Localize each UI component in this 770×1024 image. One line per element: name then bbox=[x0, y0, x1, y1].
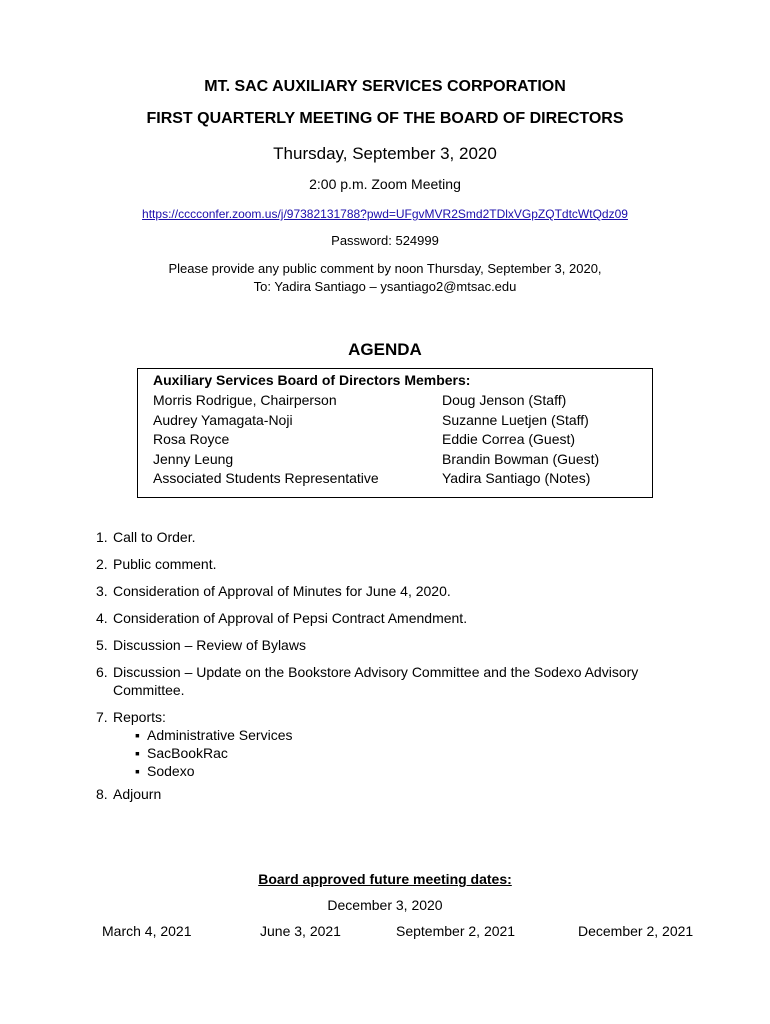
report-label: Administrative Services bbox=[147, 727, 293, 743]
report-label: Sodexo bbox=[147, 763, 195, 779]
agenda-item bbox=[96, 555, 736, 573]
agenda-item-number: 5. bbox=[96, 637, 108, 653]
org-title: MT. SAC AUXILIARY SERVICES CORPORATION bbox=[204, 78, 566, 95]
agenda-item-text: Adjourn bbox=[113, 786, 162, 802]
bullet-icon: ▪ bbox=[135, 727, 140, 743]
agenda-list bbox=[96, 528, 736, 812]
agenda-item-text: Reports: bbox=[113, 709, 166, 725]
member-name: Rosa Royce bbox=[153, 431, 230, 447]
members-right-column bbox=[442, 391, 599, 489]
member-name: Eddie Correa (Guest) bbox=[442, 431, 576, 447]
agenda-item-text: Public comment. bbox=[113, 556, 217, 572]
member-name: Brandin Bowman (Guest) bbox=[442, 450, 600, 467]
future-date: December 2, 2021 bbox=[578, 923, 694, 939]
bullet-icon: ▪ bbox=[135, 763, 140, 779]
future-dates-title: Board approved future meeting dates: bbox=[258, 871, 512, 887]
member-name: Doug Jenson (Staff) bbox=[442, 392, 567, 408]
bullet-icon: ▪ bbox=[135, 745, 140, 761]
agenda-item bbox=[96, 785, 736, 803]
agenda-item-text: Call to Order. bbox=[113, 529, 196, 545]
agenda-item bbox=[96, 528, 736, 546]
report-label: SacBookRac bbox=[147, 745, 228, 761]
member-name: Yadira Santiago (Notes) bbox=[442, 470, 591, 486]
public-comment-line-2: To: Yadira Santiago – ysantiago2@mtsac.edu bbox=[253, 279, 517, 294]
meeting-title: FIRST QUARTERLY MEETING OF THE BOARD OF DIRECTORS bbox=[146, 110, 624, 127]
agenda-item-number: 8. bbox=[96, 786, 108, 802]
future-date: March 4, 2021 bbox=[102, 923, 192, 939]
report-item bbox=[113, 726, 736, 744]
meeting-password: Password: 524999 bbox=[331, 233, 439, 248]
zoom-link[interactable]: https://cccconfer.zoom.us/j/97382131788?pwd=UFgvMVR2Smd2TDlxVGpZQTdtcWtQdz09 bbox=[142, 207, 628, 221]
member-name: Jenny Leung bbox=[153, 450, 234, 467]
agenda-item-number: 2. bbox=[96, 556, 108, 572]
report-item bbox=[113, 762, 736, 780]
members-box bbox=[137, 368, 653, 498]
member-name: Suzanne Luetjen (Staff) bbox=[442, 411, 589, 428]
report-item bbox=[113, 744, 736, 762]
agenda-item-number: 3. bbox=[96, 583, 108, 599]
agenda-heading: AGENDA bbox=[348, 340, 422, 359]
meeting-date: Thursday, September 3, 2020 bbox=[273, 144, 497, 163]
public-comment-line-1: Please provide any public comment by noon Thursday, September 3, 2020, bbox=[168, 261, 602, 276]
agenda-item bbox=[96, 708, 736, 780]
member-name: Associated Students Representative bbox=[153, 470, 379, 486]
agenda-item-text: Discussion – Update on the Bookstore Advisory Committee and the Sodexo Advisory Committee. bbox=[113, 664, 639, 698]
agenda-item-number: 7. bbox=[96, 709, 108, 725]
agenda-item-text: Consideration of Approval of Pepsi Contract Amendment. bbox=[113, 610, 468, 626]
future-date: September 2, 2021 bbox=[396, 923, 516, 939]
agenda-item bbox=[96, 663, 673, 699]
meeting-time: 2:00 p.m. Zoom Meeting bbox=[309, 176, 461, 192]
agenda-item-number: 1. bbox=[96, 529, 108, 545]
members-title: Auxiliary Services Board of Directors Members: bbox=[153, 372, 471, 388]
member-name: Audrey Yamagata-Noji bbox=[153, 411, 293, 428]
members-left-column bbox=[153, 391, 379, 489]
agenda-item bbox=[96, 582, 736, 600]
future-date-2020: December 3, 2020 bbox=[327, 897, 443, 913]
agenda-item bbox=[96, 609, 736, 627]
agenda-item bbox=[96, 636, 736, 654]
agenda-item-number: 4. bbox=[96, 610, 108, 626]
future-date: June 3, 2021 bbox=[260, 923, 341, 939]
agenda-item-text: Consideration of Approval of Minutes for June 4, 2020. bbox=[113, 583, 451, 599]
agenda-item-number: 6. bbox=[96, 664, 108, 680]
agenda-item-text: Discussion – Review of Bylaws bbox=[113, 637, 306, 653]
member-name: Morris Rodrigue, Chairperson bbox=[153, 392, 337, 408]
